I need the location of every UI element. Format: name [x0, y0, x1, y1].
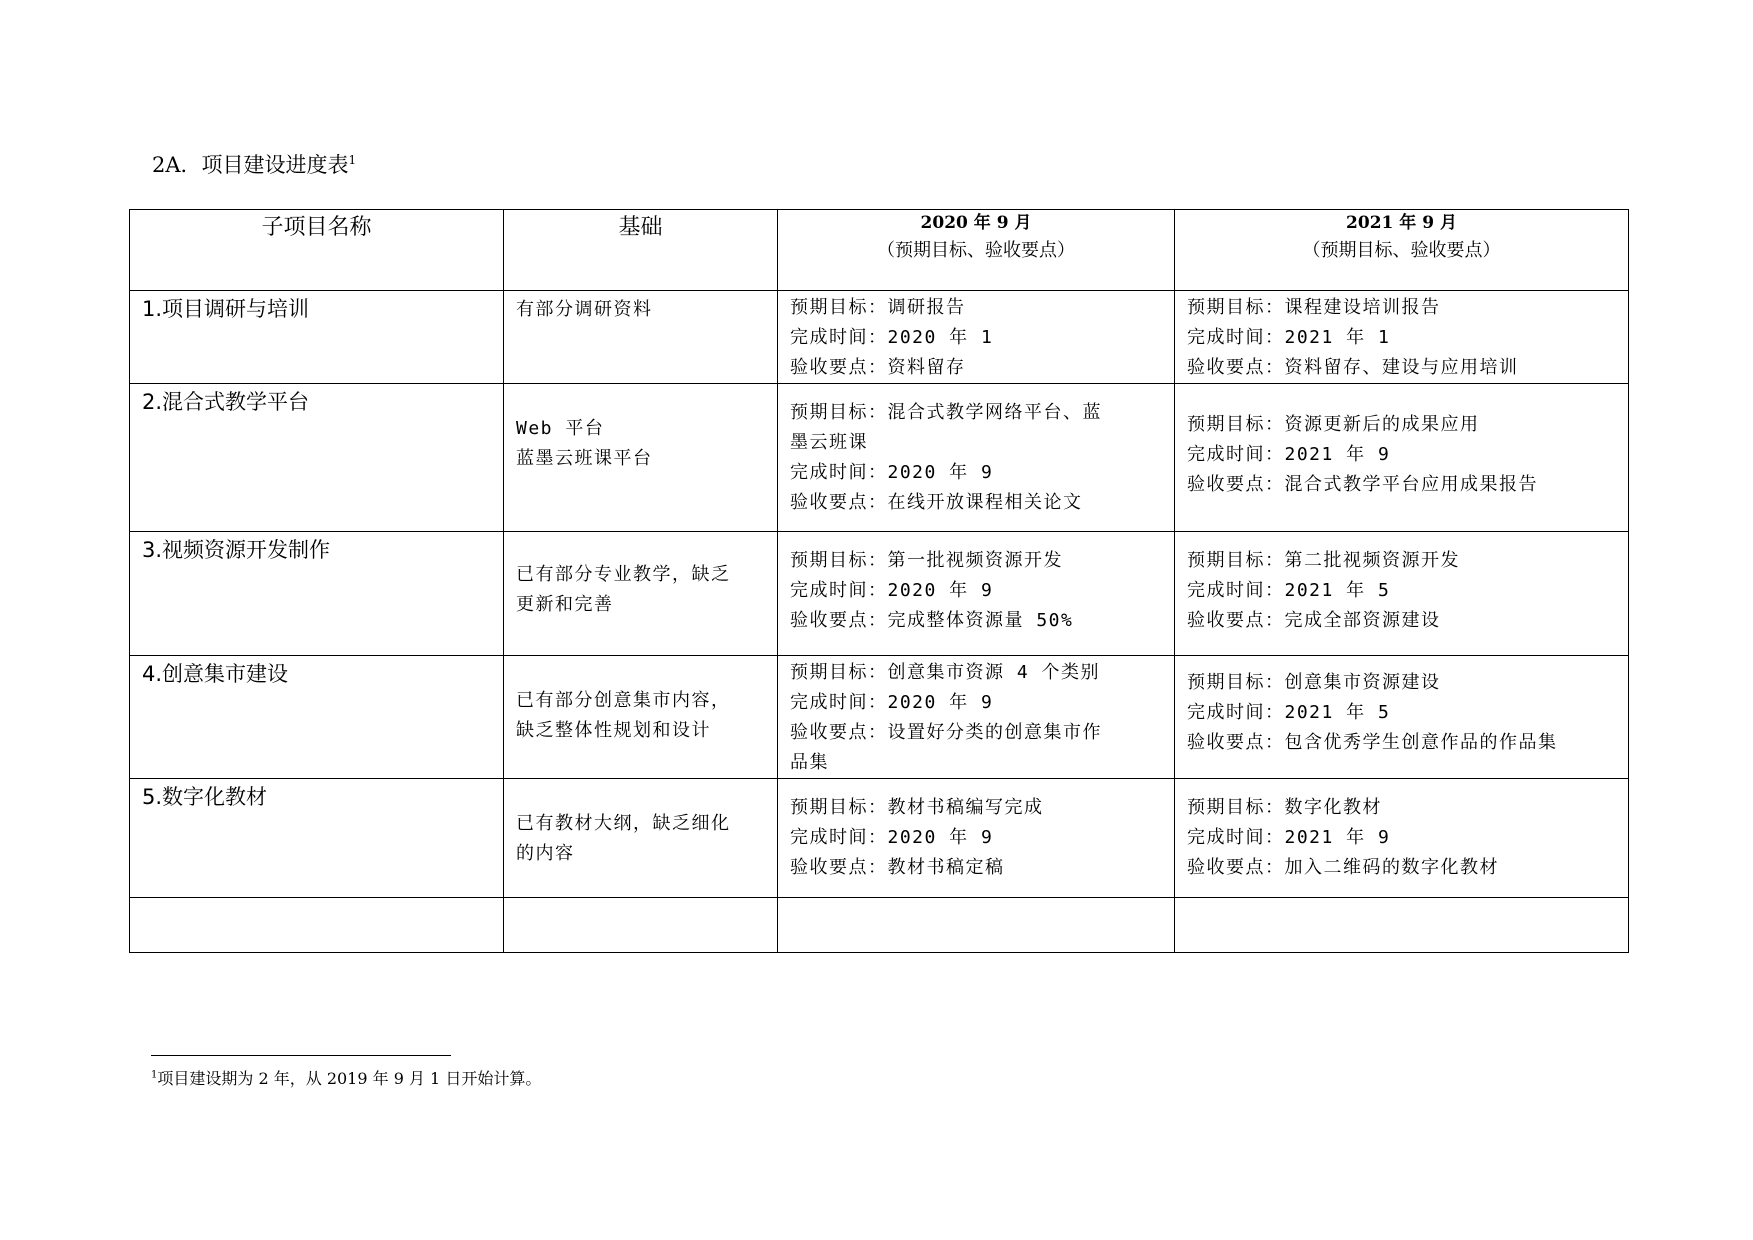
cell-period-2	[1175, 779, 1629, 898]
cell-period-2-line: 预期目标：资源更新后的成果应用	[1187, 414, 1480, 435]
empty-cell	[504, 898, 778, 953]
cell-period-2-line: 预期目标：第二批视频资源开发	[1187, 550, 1460, 571]
table-body	[130, 291, 1629, 953]
cell-basis-line: 蓝墨云班课平台	[516, 448, 653, 469]
cell-period-1	[778, 291, 1175, 384]
cell-period-2-line: 验收要点：混合式教学平台应用成果报告	[1187, 474, 1538, 495]
cell-basis	[504, 656, 778, 779]
cell-period-1-line: 品集	[790, 752, 829, 773]
cell-period-1-line: 验收要点：完成整体资源量 50%	[790, 610, 1074, 631]
cell-period-2-lines	[1175, 656, 1628, 758]
header-basis: 基础	[504, 210, 778, 291]
header-period-1	[778, 210, 1175, 291]
cell-basis-line: 已有部分专业教学，缺乏	[516, 564, 731, 585]
cell-period-1-line: 预期目标：第一批视频资源开发	[790, 550, 1063, 571]
table-header-row	[130, 210, 1629, 291]
cell-period-2-lines	[1175, 779, 1628, 883]
header-period-1-year: 2020 年 9 月	[920, 213, 1032, 233]
cell-basis-line: 已有部分创意集市内容，	[516, 690, 731, 711]
cell-period-1-line: 验收要点：教材书稿定稿	[790, 857, 1005, 878]
cell-basis-line: 的内容	[516, 843, 575, 864]
footnote	[151, 1068, 541, 1090]
cell-period-2-line: 验收要点：包含优秀学生创意作品的作品集	[1187, 732, 1558, 753]
table-row	[130, 532, 1629, 656]
cell-period-1	[778, 384, 1175, 532]
section-heading	[152, 150, 356, 180]
cell-period-2-line: 验收要点：加入二维码的数字化教材	[1187, 857, 1499, 878]
cell-period-2	[1175, 656, 1629, 779]
header-period-2-year: 2021 年 9 月	[1346, 213, 1457, 233]
cell-period-1-line: 完成时间：2020 年 9	[790, 692, 994, 713]
progress-table	[129, 209, 1629, 953]
cell-period-2-line: 预期目标：数字化教材	[1187, 797, 1382, 818]
subproject-name: 3.视频资源开发制作	[142, 538, 331, 562]
cell-basis	[504, 291, 778, 384]
cell-period-1-line: 预期目标：调研报告	[790, 297, 966, 318]
cell-period-2-line: 完成时间：2021 年 9	[1187, 827, 1391, 848]
cell-period-1-line: 验收要点：资料留存	[790, 357, 966, 378]
cell-basis	[504, 779, 778, 898]
cell-period-1-line: 预期目标：创意集市资源 4 个类别	[790, 662, 1101, 683]
cell-period-2-line: 完成时间：2021 年 1	[1187, 327, 1391, 348]
cell-period-1-line: 预期目标：教材书稿编写完成	[790, 797, 1044, 818]
cell-period-2-line: 预期目标：创意集市资源建设	[1187, 672, 1441, 693]
footnote-marker: 1	[348, 153, 357, 167]
cell-period-2-line: 预期目标：课程建设培训报告	[1187, 297, 1441, 318]
header-period-1-sub: （预期目标、验收要点）	[877, 240, 1075, 261]
cell-subproject-name	[130, 291, 504, 384]
header-period-2	[1175, 210, 1629, 291]
cell-period-1-line: 预期目标：混合式教学网络平台、蓝	[790, 402, 1102, 423]
cell-period-1-line: 验收要点：在线开放课程相关论文	[790, 492, 1083, 513]
cell-period-1-line: 墨云班课	[790, 432, 868, 453]
footnote-mark: 1	[151, 1069, 158, 1081]
cell-period-2-line: 验收要点：完成全部资源建设	[1187, 610, 1441, 631]
cell-basis	[504, 384, 778, 532]
cell-basis-line: 有部分调研资料	[516, 299, 653, 320]
cell-subproject-name	[130, 656, 504, 779]
footnote-text: 项目建设期为 2 年，从 2019 年 9 月 1 日开始计算。	[157, 1069, 542, 1088]
cell-period-2-line: 完成时间：2021 年 5	[1187, 580, 1391, 601]
cell-period-1-lines	[778, 291, 1174, 383]
cell-period-2-lines	[1175, 532, 1628, 636]
table-row	[130, 779, 1629, 898]
cell-period-2-line: 验收要点：资料留存、建设与应用培训	[1187, 357, 1519, 378]
cell-period-1-lines	[778, 532, 1174, 636]
cell-basis-lines	[504, 656, 777, 746]
cell-period-1	[778, 779, 1175, 898]
header-name: 子项目名称	[130, 210, 504, 291]
subproject-name: 2.混合式教学平台	[142, 390, 310, 414]
cell-basis-line: 缺乏整体性规划和设计	[516, 720, 711, 741]
cell-basis-line: 已有教材大纲，缺乏细化	[516, 813, 731, 834]
cell-period-1-lines	[778, 384, 1174, 518]
table-row	[130, 291, 1629, 384]
cell-basis-lines	[504, 779, 777, 869]
cell-period-1-line: 验收要点：设置好分类的创意集市作	[790, 722, 1102, 743]
cell-basis-lines	[504, 291, 777, 325]
cell-basis-lines	[504, 384, 777, 474]
cell-period-1-line: 完成时间：2020 年 1	[790, 327, 994, 348]
empty-cell	[1175, 898, 1629, 953]
cell-basis-line: 更新和完善	[516, 594, 614, 615]
cell-period-2-lines	[1175, 384, 1628, 500]
cell-period-1-lines	[778, 779, 1174, 883]
cell-subproject-name	[130, 384, 504, 532]
subproject-name: 5.数字化教材	[142, 785, 268, 809]
empty-row	[130, 898, 1629, 953]
subproject-name: 4.创意集市建设	[142, 662, 289, 686]
cell-period-2-line: 完成时间：2021 年 9	[1187, 444, 1391, 465]
cell-basis	[504, 532, 778, 656]
cell-period-2	[1175, 291, 1629, 384]
footnote-rule	[151, 1055, 451, 1056]
cell-period-1	[778, 532, 1175, 656]
cell-period-1-line: 完成时间：2020 年 9	[790, 580, 994, 601]
cell-period-2-lines	[1175, 291, 1628, 383]
cell-period-1-lines	[778, 656, 1174, 778]
cell-period-2-line: 完成时间：2021 年 5	[1187, 702, 1391, 723]
cell-basis-line: Web 平台	[516, 418, 605, 439]
subproject-name: 1.项目调研与培训	[142, 297, 310, 321]
cell-basis-lines	[504, 532, 777, 620]
cell-subproject-name	[130, 779, 504, 898]
empty-cell	[778, 898, 1175, 953]
table-row	[130, 656, 1629, 779]
empty-cell	[130, 898, 504, 953]
cell-period-1-line: 完成时间：2020 年 9	[790, 827, 994, 848]
cell-period-1	[778, 656, 1175, 779]
table-row	[130, 384, 1629, 532]
cell-period-2	[1175, 384, 1629, 532]
section-heading-text: 2A．项目建设进度表	[152, 153, 349, 177]
header-period-2-sub: （预期目标、验收要点）	[1302, 240, 1501, 261]
cell-period-2	[1175, 532, 1629, 656]
cell-period-1-line: 完成时间：2020 年 9	[790, 462, 994, 483]
cell-subproject-name	[130, 532, 504, 656]
